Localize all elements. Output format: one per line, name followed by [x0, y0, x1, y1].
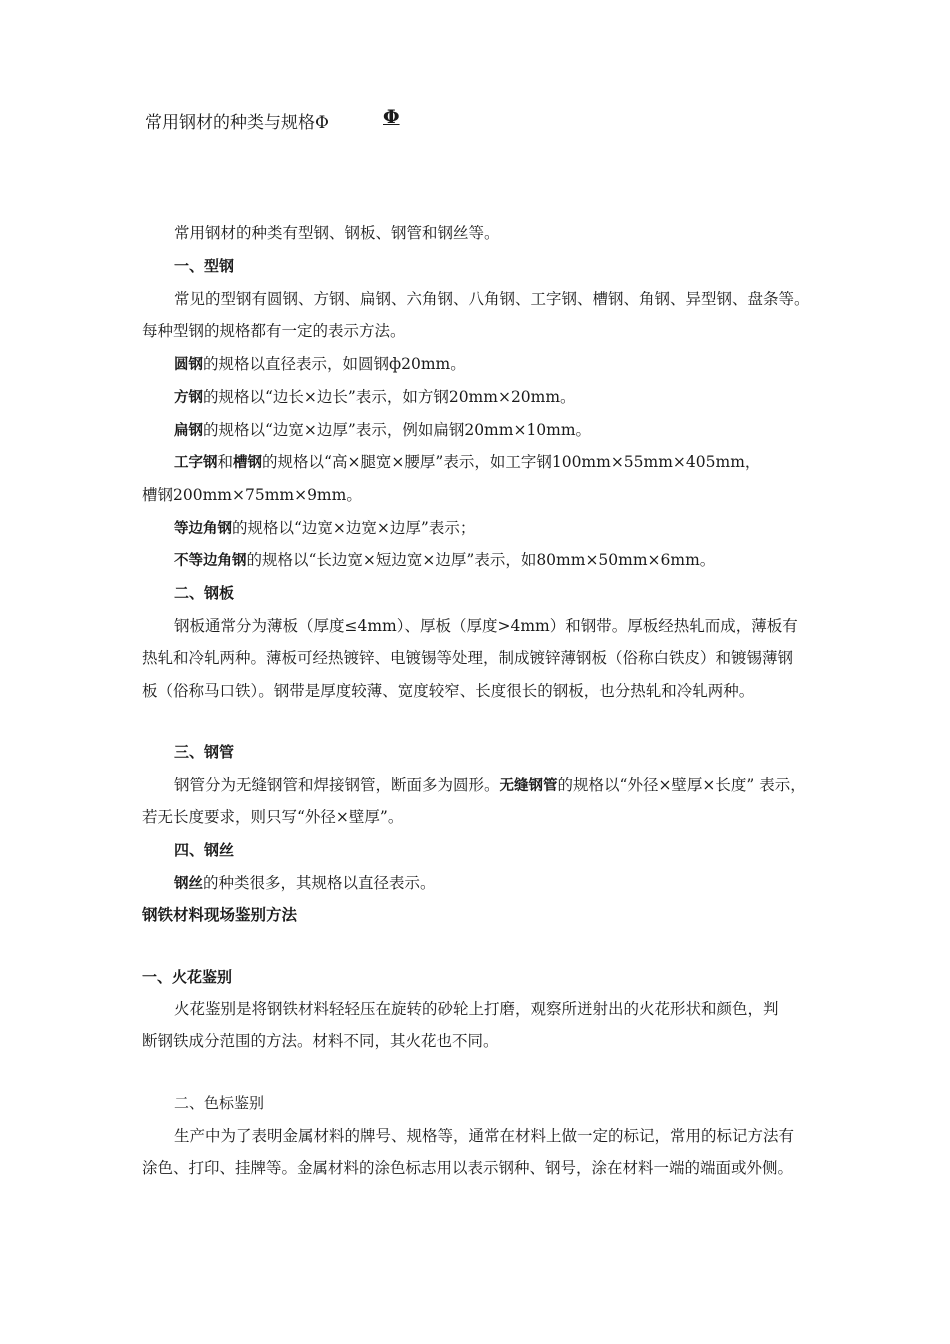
section-heading-color-code: 二、色标鉴别	[174, 1094, 265, 1112]
document-title	[145, 106, 400, 136]
spec-flat-steel	[174, 419, 884, 442]
spec-equal-angle	[174, 517, 884, 540]
paragraph-line: 若无长度要求，则只写“外径×壁厚”。	[142, 808, 404, 826]
text-segment: 的种类很多，其规格以直径表示。	[203, 874, 436, 892]
spec-text: 的规格以“边宽×边厚”表示，例如扁钢20mm×10mm。	[203, 421, 592, 439]
spec-round-steel	[174, 353, 884, 376]
section-heading-steel-wire: 四、钢丝	[174, 841, 235, 859]
spec-text: 的规格以“边宽×边宽×边厚”表示；	[232, 519, 476, 537]
section-heading-steel-plate: 二、钢板	[174, 584, 235, 602]
title-text: 常用钢材的种类与规格Φ	[145, 113, 329, 133]
text-segment: 的规格以“外径×壁厚×长度” 表示，	[557, 776, 806, 794]
paragraph-line: 生产中为了表明金属材料的牌号、规格等，通常在材料上做一定的标记，常用的标记方法有	[174, 1127, 795, 1145]
term-seamless-pipe: 无缝钢管	[499, 778, 558, 794]
term-steel-wire: 钢丝	[174, 876, 203, 892]
paragraph-line: 板（俗称马口铁）。钢带是厚度较薄、宽度较窄、长度很长的钢板，也分热轧和冷轧两种。	[142, 682, 755, 700]
spec-text: 的规格以直径表示，如圆钢ф20mm。	[203, 355, 466, 373]
title-phi-symbol: Φ	[383, 106, 400, 128]
term-ibeam: 工字钢	[174, 455, 218, 471]
spec-square-steel	[174, 386, 884, 409]
term-channel-steel: 槽钢	[233, 455, 263, 471]
paragraph-line: 钢板通常分为薄板（厚度≤4mm）、厚板（厚度>4mm）和钢带。厚板经热轧而成，薄板有	[174, 617, 798, 635]
paragraph-line	[174, 872, 884, 895]
spec-unequal-angle	[174, 549, 884, 572]
paragraph-line: 热轧和冷轧两种。薄板可经热镀锌、电镀锡等处理，制成镀锌薄钢板（俗称白铁皮）和镀锡薄钢	[142, 649, 794, 667]
term-round-steel: 圆钢	[174, 357, 203, 373]
conjunction: 和	[217, 453, 234, 471]
section-heading-shape-steel: 一、型钢	[174, 257, 235, 275]
spec-ibeam-channel	[174, 451, 884, 474]
term-square-steel: 方钢	[174, 390, 203, 406]
term-equal-angle: 等边角钢	[174, 521, 232, 537]
paragraph-line: 常见的型钢有圆钢、方钢、扁钢、六角钢、八角钢、工字钢、槽钢、角钢、异型钢、盘条等。	[174, 290, 810, 308]
paragraph-line: 火花鉴别是将钢铁材料轻轻压在旋转的砂轮上打磨，观察所迸射出的火花形状和颜色，判	[174, 1000, 779, 1018]
part2-title: 钢铁材料现场鉴别方法	[142, 906, 298, 924]
term-flat-steel: 扁钢	[174, 423, 203, 439]
spec-text: 的规格以“长边宽×短边宽×边厚”表示，如80mm×50mm×6mm。	[246, 551, 716, 569]
paragraph-line: 每种型钢的规格都有一定的表示方法。	[142, 322, 406, 340]
spec-text: 的规格以“边长×边长”表示，如方钢20mm×20mm。	[203, 388, 576, 406]
paragraph-line: 断钢铁成分范围的方法。材料不同，其火花也不同。	[142, 1032, 499, 1050]
spec-text: 的规格以“高×腿宽×腰厚”表示，如工字钢100mm×55mm×405mm，	[262, 453, 761, 471]
term-unequal-angle: 不等边角钢	[174, 553, 247, 569]
section-heading-spark-test: 一、火花鉴别	[142, 968, 233, 986]
intro-paragraph: 常用钢材的种类有型钢、钢板、钢管和钢丝等。	[174, 224, 500, 242]
section-heading-steel-pipe: 三、钢管	[174, 743, 235, 761]
paragraph-line: 槽钢200mm×75mm×9mm。	[142, 486, 362, 504]
text-segment: 钢管分为无缝钢管和焊接钢管，断面多为圆形。	[174, 776, 500, 794]
paragraph-line: 涂色、打印、挂牌等。金属材料的涂色标志用以表示钢种、钢号，涂在材料一端的端面或外侧。	[142, 1159, 794, 1177]
paragraph-line	[174, 774, 884, 797]
